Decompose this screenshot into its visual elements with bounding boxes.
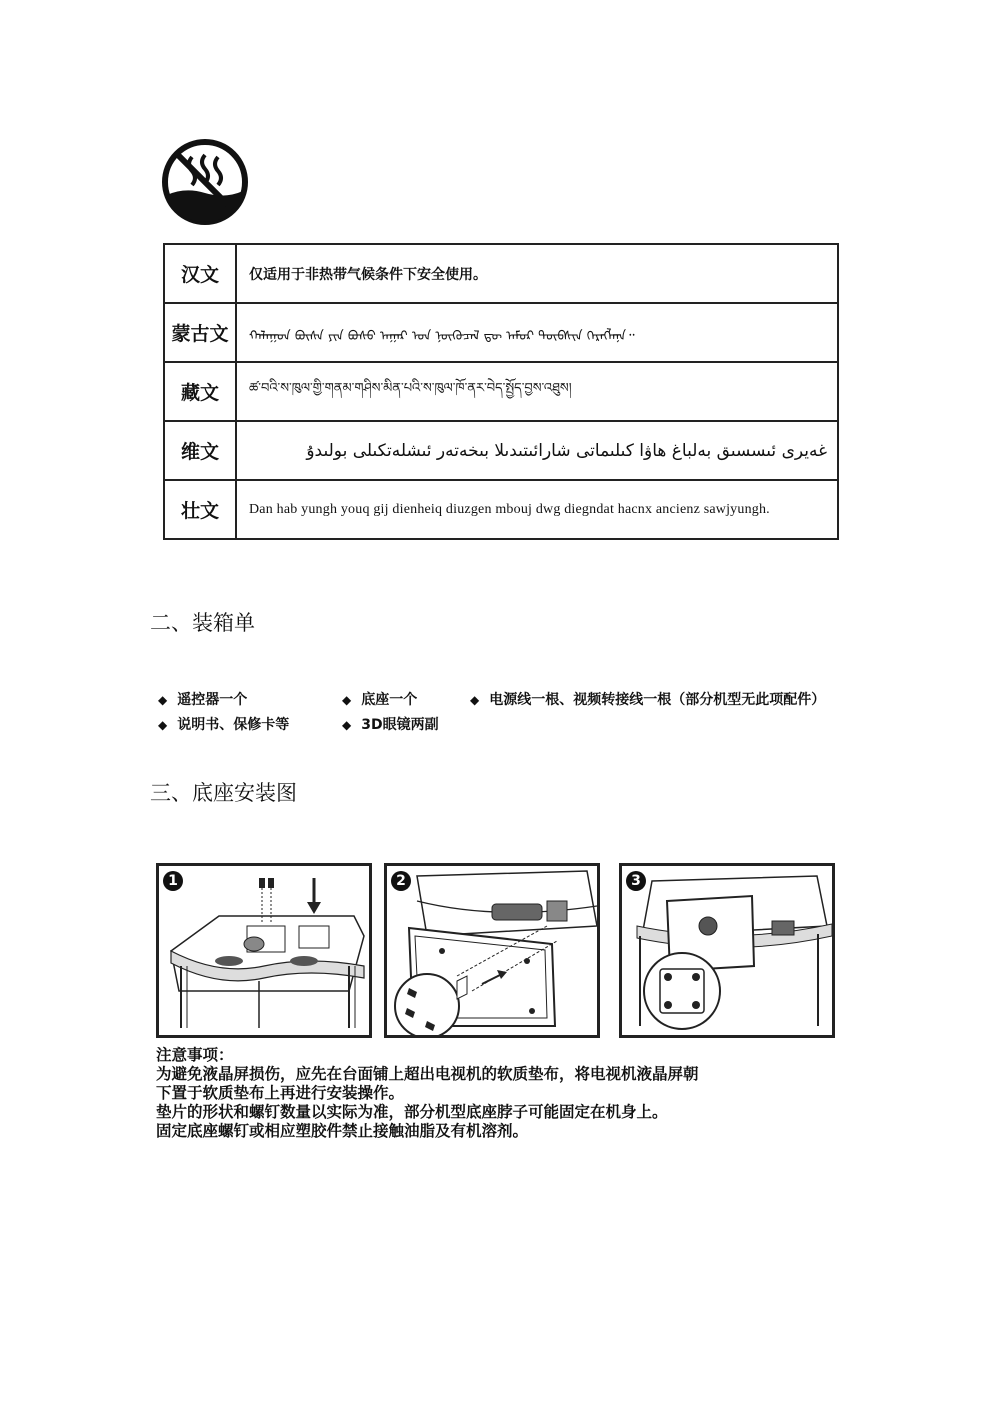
- lang-text: Dan hab yungh youq gij dienheiq diuzgen mbouj dwg diegndat hacnx ancienz sawjyungh.: [236, 480, 838, 539]
- notes-line: 固定底座螺钉或相应塑胶件禁止接触油脂及有机溶剂。: [156, 1122, 529, 1140]
- install-step-3-panel: [619, 863, 835, 1038]
- diamond-bullet-icon: ◆: [158, 693, 168, 707]
- list-item: ◆ 说明书、保修卡等: [158, 717, 290, 733]
- lang-text: ཚ་བའི་ས་ཁུལ་གྱི་གནམ་གཤིས་མིན་པའི་ས་ཁུལ་ཁོ་ནར་བེད་སྤྱོད་བྱས་འཐུས།: [236, 362, 838, 421]
- notes-line: 下置于软质垫布上再进行安装操作。: [156, 1084, 405, 1102]
- lang-label: 蒙古文: [164, 303, 236, 362]
- table-row: [164, 244, 838, 303]
- non-tropical-climate-icon: [160, 137, 250, 227]
- list-item: ◆ 遥控器一个: [158, 692, 248, 708]
- list-item: ◆ 3D眼镜两副: [342, 717, 439, 733]
- language-table: [163, 243, 839, 540]
- notes-line: 为避免液晶屏损伤，应先在台面铺上超出电视机的软质垫布，将电视机液晶屏朝: [156, 1065, 699, 1083]
- install-step-2-panel: [384, 863, 600, 1038]
- step-number: 1: [163, 871, 183, 891]
- table-row: [164, 303, 838, 362]
- lang-label: 壮文: [164, 480, 236, 539]
- table-row: [164, 362, 838, 421]
- list-item: ◆ 电源线一根、视频转接线一根（部分机型无此项配件）: [470, 692, 826, 708]
- notes-block: [156, 1046, 699, 1141]
- notes-line: 垫片的形状和螺钉数量以实际为准，部分机型底座脖子可能固定在机身上。: [156, 1103, 668, 1121]
- diamond-bullet-icon: ◆: [342, 693, 352, 707]
- section-heading-stand-install: 三、底座安装图: [150, 781, 297, 805]
- step-number: 3: [626, 871, 646, 891]
- install-step-1-panel: [156, 863, 372, 1038]
- lang-text: ᠬᠠᠯᠠᠭᠤᠨ ᠪᠦᠰᠡ ᠶᠢᠨ ᠪᠤᠰᠤ ᠠᠭᠠᠷ ᠤᠨ ᠨᠦᠬᠦᠴᠡᠯ ᠳᠦ ᠠᠮᠤᠷ ᠲᠦᠪᠰᠢᠨ ᠬᠡᠷᠡᠭᠯᠡᠨᠡ᠃: [236, 303, 838, 362]
- table-row: [164, 480, 838, 539]
- lang-label: 汉文: [164, 244, 236, 303]
- lang-text: 仅适用于非热带气候条件下安全使用。: [236, 244, 838, 303]
- notes-title: 注意事项：: [156, 1046, 234, 1064]
- lang-label: 维文: [164, 421, 236, 480]
- section-heading-packing-list: 二、装箱单: [150, 611, 255, 635]
- lang-label: 藏文: [164, 362, 236, 421]
- diamond-bullet-icon: ◆: [342, 718, 352, 732]
- diamond-bullet-icon: ◆: [470, 693, 480, 707]
- list-item: ◆ 底座一个: [342, 692, 418, 708]
- tv-back-stand-illustration: [159, 866, 369, 1035]
- step-number: 2: [391, 871, 411, 891]
- lang-text: غەيرى ئىسسىق بەلباغ ھاۋا كىلىماتى شارائىتىدىلا بىخەتەر ئىشلەتكىلى بولىدۇ: [236, 421, 838, 480]
- stand-attach-illustration: [387, 866, 597, 1035]
- stand-fixed-illustration: [622, 866, 832, 1035]
- diamond-bullet-icon: ◆: [158, 718, 168, 732]
- table-row: [164, 421, 838, 480]
